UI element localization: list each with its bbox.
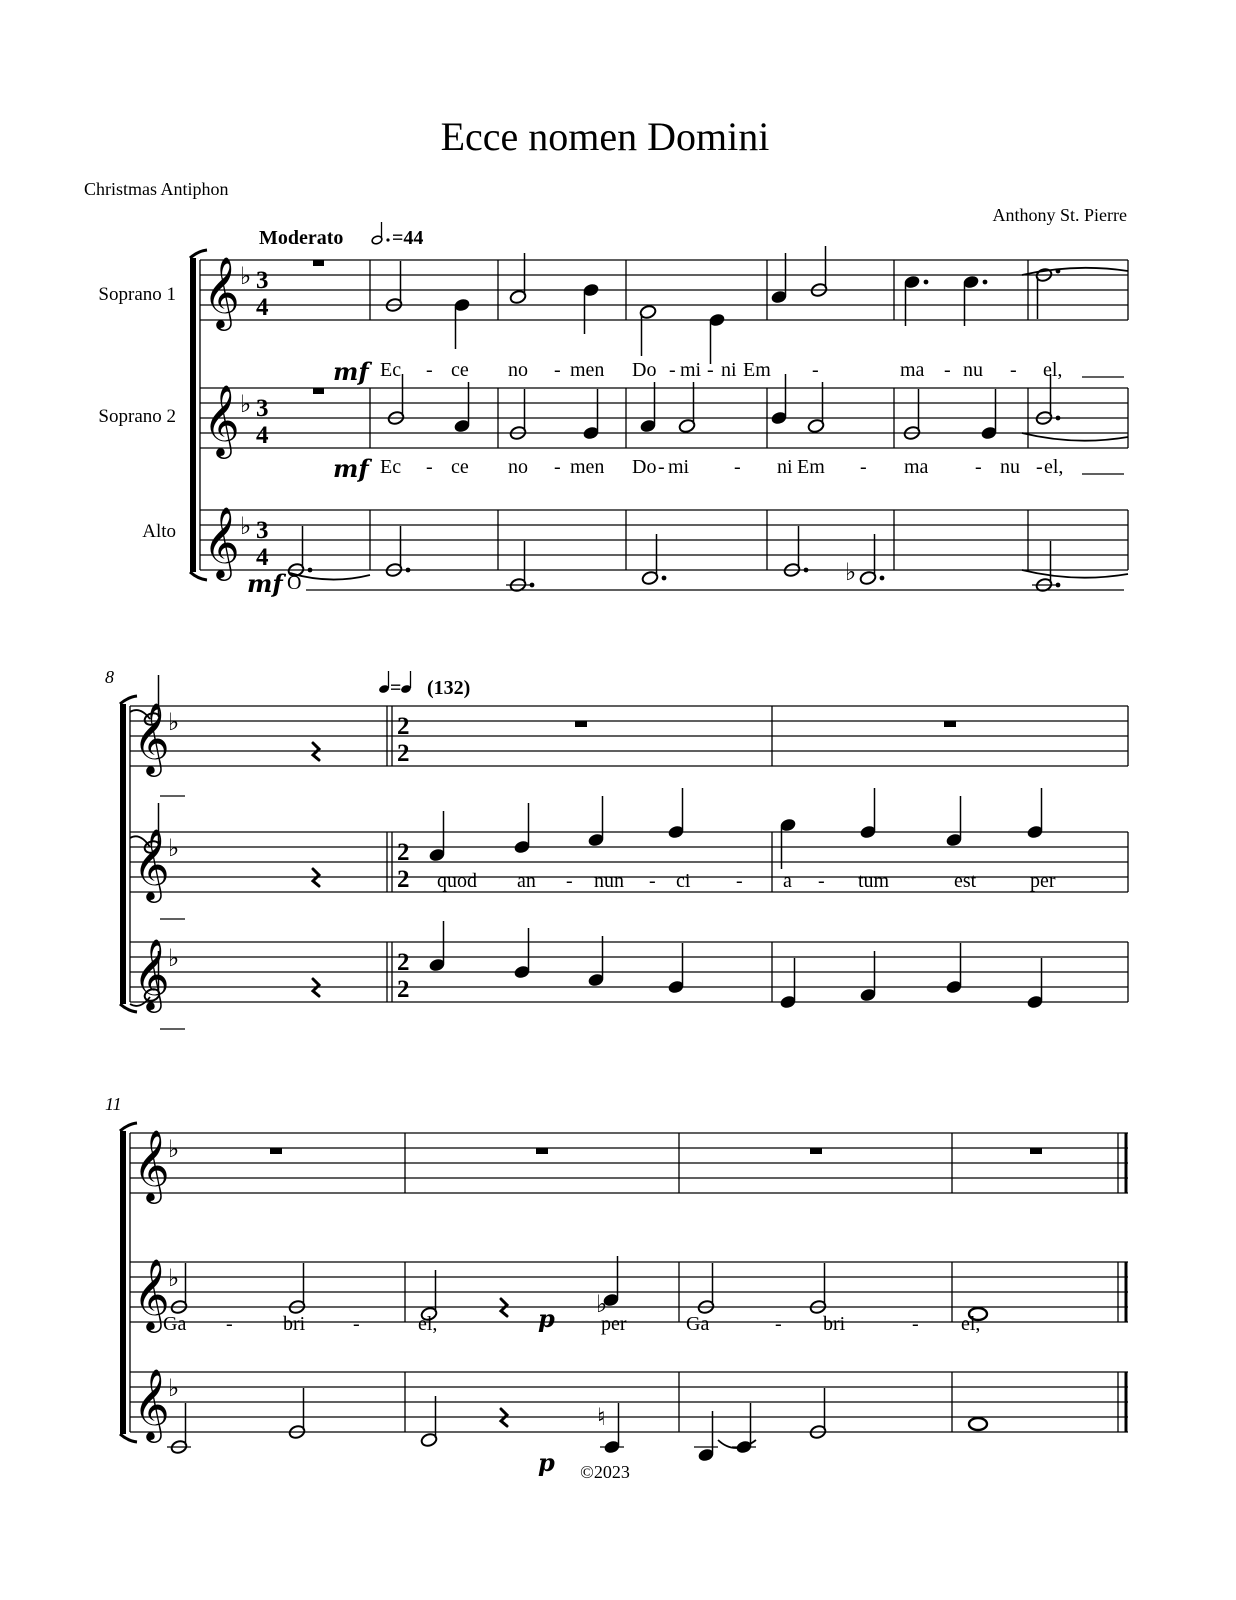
svg-text:4: 4 xyxy=(256,544,269,571)
staff-lines xyxy=(130,260,1128,1432)
note xyxy=(1026,788,1044,840)
note xyxy=(945,796,963,848)
svg-text:4: 4 xyxy=(256,422,269,449)
note xyxy=(587,936,605,988)
svg-text:Do: Do xyxy=(632,359,657,381)
note xyxy=(779,817,797,869)
svg-text:♭: ♭ xyxy=(168,1135,180,1163)
svg-text:-: - xyxy=(554,359,561,381)
note xyxy=(453,382,471,434)
svg-text:quod: quod xyxy=(437,870,477,892)
svg-text:ce: ce xyxy=(451,359,469,381)
quarter-rests xyxy=(313,743,507,1426)
svg-text:-: - xyxy=(975,456,982,478)
svg-text:ma: ma xyxy=(900,359,925,381)
svg-text:-: - xyxy=(658,456,665,478)
note xyxy=(969,1418,987,1430)
svg-text:♭: ♭ xyxy=(168,1264,180,1292)
svg-text:per: per xyxy=(1030,870,1056,892)
svg-text:2: 2 xyxy=(397,839,410,866)
note xyxy=(980,389,998,441)
svg-text:no: no xyxy=(508,359,528,381)
note xyxy=(587,796,605,848)
svg-text:𝄞: 𝄞 xyxy=(133,1257,170,1330)
svg-text:Do: Do xyxy=(632,456,657,478)
lyrics-soprano-2-system-3 xyxy=(163,1313,980,1335)
svg-text:-: - xyxy=(566,870,573,892)
svg-text:-: - xyxy=(736,870,743,892)
svg-text:4: 4 xyxy=(256,294,269,321)
svg-text:ci: ci xyxy=(676,870,691,892)
note xyxy=(1032,541,1060,593)
svg-text:-: - xyxy=(1036,456,1043,478)
note xyxy=(1026,958,1044,1010)
page-title: Ecce nomen Domini xyxy=(440,114,770,159)
note xyxy=(428,811,446,863)
note xyxy=(770,253,788,305)
svg-text:♭: ♭ xyxy=(168,708,180,736)
svg-text:3: 3 xyxy=(256,395,269,422)
svg-text:3: 3 xyxy=(256,267,269,294)
note xyxy=(945,943,963,995)
svg-text:2: 2 xyxy=(397,740,410,767)
svg-text:men: men xyxy=(570,359,605,381)
tempo-value-2: (132) xyxy=(427,677,471,699)
svg-text:Ec: Ec xyxy=(380,456,402,478)
svg-text:-: - xyxy=(775,1313,782,1335)
note xyxy=(513,928,531,980)
note xyxy=(694,1411,718,1463)
lyrics-soprano-2-system-1 xyxy=(380,456,1124,478)
svg-text:ni: ni xyxy=(777,456,793,478)
svg-text:-: - xyxy=(912,1313,919,1335)
svg-text:𝄞: 𝄞 xyxy=(203,383,240,456)
note xyxy=(678,382,696,434)
subtitle: Christmas Antiphon xyxy=(84,179,229,199)
svg-text:Ga: Ga xyxy=(686,1313,710,1335)
note xyxy=(779,958,797,1010)
svg-text:bri: bri xyxy=(283,1313,306,1335)
note xyxy=(962,274,987,326)
svg-text:-: - xyxy=(669,359,676,381)
svg-text:♭: ♭ xyxy=(168,944,180,972)
note xyxy=(903,274,928,326)
svg-text:-: - xyxy=(353,1313,360,1335)
svg-text:per: per xyxy=(601,1313,627,1335)
note xyxy=(708,312,726,364)
note xyxy=(859,951,877,1003)
svg-text:𝄞: 𝄞 xyxy=(203,505,240,578)
svg-text:-: - xyxy=(226,1313,233,1335)
copyright: ©2023 xyxy=(580,1462,630,1482)
svg-text:a: a xyxy=(783,870,792,892)
svg-text:𝄞: 𝄞 xyxy=(133,827,170,900)
svg-text:el,: el, xyxy=(1044,456,1064,478)
treble-clef-icon xyxy=(133,255,240,1443)
svg-text:bri: bri xyxy=(823,1313,846,1335)
svg-text:-: - xyxy=(734,456,741,478)
dotted-half-note-icon xyxy=(371,222,390,245)
part-name-soprano-1: Soprano 1 xyxy=(98,284,176,305)
part-name-alto: Alto xyxy=(142,521,176,542)
svg-text:2: 2 xyxy=(397,713,410,740)
svg-text:♭: ♭ xyxy=(240,512,252,540)
svg-text:-: - xyxy=(649,870,656,892)
tempo-label: Moderato xyxy=(259,227,344,249)
note xyxy=(509,253,527,305)
lyrics-soprano-2-system-2 xyxy=(437,870,1056,892)
composer: Anthony St. Pierre xyxy=(992,205,1127,225)
svg-text:mf: mf xyxy=(247,569,283,598)
svg-text:𝄞: 𝄞 xyxy=(133,937,170,1010)
svg-text:3: 3 xyxy=(256,517,269,544)
tempo-value: =44 xyxy=(392,227,424,249)
note xyxy=(428,921,446,973)
measure-number-11: 11 xyxy=(105,1094,122,1114)
svg-text:Ga: Ga xyxy=(163,1313,187,1335)
lyrics-soprano-1-system-1 xyxy=(380,359,1124,381)
svg-text:2: 2 xyxy=(397,976,410,1003)
svg-text:♭: ♭ xyxy=(240,390,252,418)
lyrics-alto-system-1 xyxy=(287,572,1124,594)
tempo-equation: = xyxy=(390,677,402,699)
note xyxy=(453,297,471,349)
note xyxy=(582,389,600,441)
svg-text:el,: el, xyxy=(961,1313,981,1335)
svg-text:O: O xyxy=(287,572,302,594)
svg-text:𝄞: 𝄞 xyxy=(133,701,170,774)
svg-text:♭: ♭ xyxy=(240,262,252,290)
svg-text:ce: ce xyxy=(451,456,469,478)
svg-text:ni: ni xyxy=(721,359,737,381)
svg-text:Em: Em xyxy=(743,359,771,381)
note xyxy=(639,304,657,356)
note xyxy=(582,282,600,334)
svg-text:-: - xyxy=(426,456,433,478)
svg-text:an: an xyxy=(517,870,536,892)
note xyxy=(639,382,657,434)
svg-text:Em: Em xyxy=(797,456,825,478)
note xyxy=(807,382,825,434)
time-signature-3-4 xyxy=(256,267,269,571)
measure-number-8: 8 xyxy=(105,667,114,687)
flat-icon: ♭ xyxy=(596,1290,608,1318)
svg-text:p: p xyxy=(538,1448,555,1477)
svg-text:no: no xyxy=(508,456,528,478)
svg-text:Ec: Ec xyxy=(380,359,402,381)
svg-text:mi: mi xyxy=(680,359,702,381)
rests xyxy=(270,260,1042,1154)
note xyxy=(420,1396,438,1448)
svg-text:-: - xyxy=(554,456,561,478)
svg-text:men: men xyxy=(570,456,605,478)
note xyxy=(506,541,534,593)
natural-icon: ♮ xyxy=(597,1403,606,1431)
note xyxy=(859,534,884,586)
svg-text:el,: el, xyxy=(418,1313,438,1335)
svg-text:-: - xyxy=(812,359,819,381)
note xyxy=(667,788,685,840)
note xyxy=(513,803,531,855)
note xyxy=(641,534,666,586)
svg-text:-: - xyxy=(818,870,825,892)
svg-text:-: - xyxy=(707,359,714,381)
svg-text:nun: nun xyxy=(594,870,624,892)
svg-text:tum: tum xyxy=(858,870,890,892)
svg-text:nu: nu xyxy=(1000,456,1020,478)
svg-text:nu: nu xyxy=(963,359,983,381)
svg-text:el,: el, xyxy=(1043,359,1063,381)
svg-text:2: 2 xyxy=(397,866,410,893)
svg-text:-: - xyxy=(426,359,433,381)
svg-text:-: - xyxy=(944,359,951,381)
flat-icon: ♭ xyxy=(845,558,857,586)
note xyxy=(859,788,877,840)
barlines xyxy=(130,260,1128,1432)
svg-text:p: p xyxy=(538,1304,555,1333)
svg-text:-: - xyxy=(860,456,867,478)
svg-text:mf: mf xyxy=(333,454,369,483)
svg-text:mi: mi xyxy=(668,456,690,478)
time-signature-2-2 xyxy=(397,713,410,1003)
svg-text:♭: ♭ xyxy=(168,834,180,862)
svg-text:𝄞: 𝄞 xyxy=(133,1128,170,1201)
svg-text:𝄞: 𝄞 xyxy=(133,1367,170,1440)
part-name-soprano-2: Soprano 2 xyxy=(98,406,176,427)
svg-text:-: - xyxy=(1010,359,1017,381)
svg-text:est: est xyxy=(954,870,977,892)
notes-layer xyxy=(143,246,1063,1463)
svg-text:ma: ma xyxy=(904,456,929,478)
svg-text:2: 2 xyxy=(397,949,410,976)
note xyxy=(167,1403,191,1455)
svg-text:𝄞: 𝄞 xyxy=(203,255,240,328)
note xyxy=(770,374,788,426)
note xyxy=(667,943,685,995)
svg-text:♭: ♭ xyxy=(168,1374,180,1402)
svg-text:mf: mf xyxy=(333,357,369,386)
